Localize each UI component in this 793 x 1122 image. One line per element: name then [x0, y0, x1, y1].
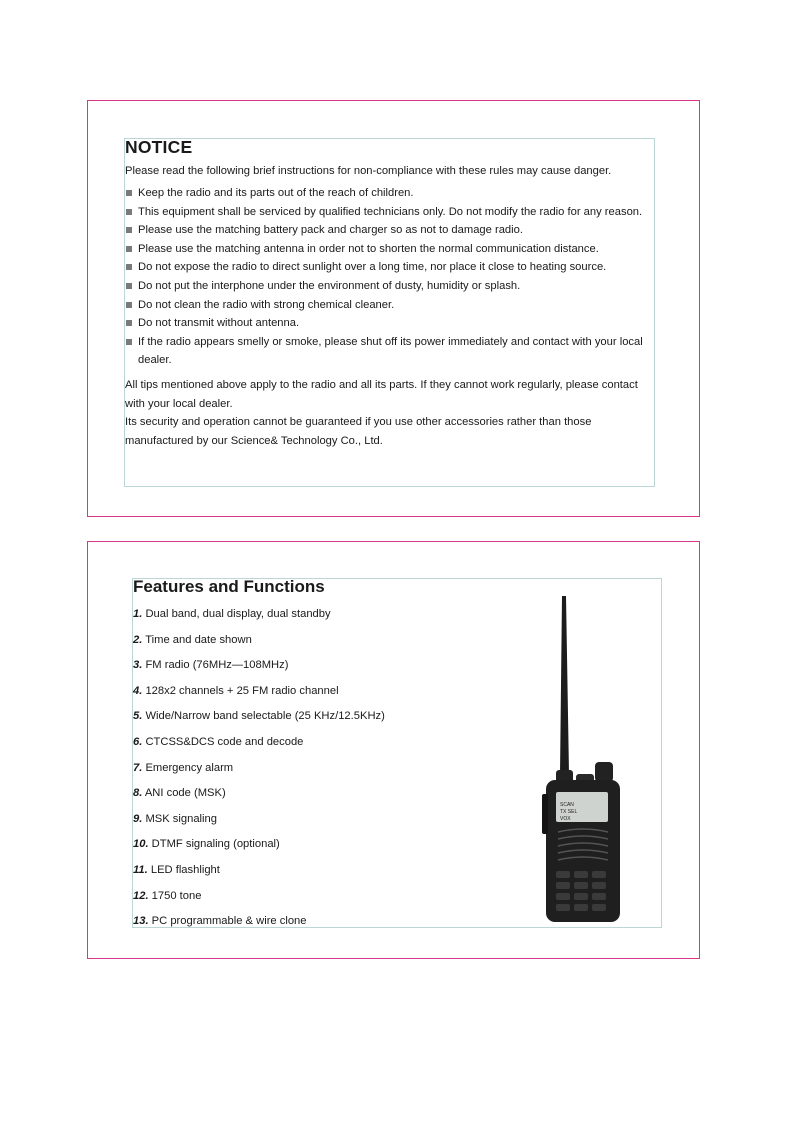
feature-item: 8. ANI code (MSK) [133, 787, 226, 800]
feature-item: 11. LED flashlight [133, 863, 220, 876]
rule-item: Do not put the interphone under the environment of dusty, humidity or splash. [125, 277, 653, 296]
feature-item: 7. Emergency alarm [133, 761, 234, 774]
volume-knob-icon [595, 762, 613, 782]
display-line-3: VOX [560, 816, 571, 822]
square-bullet-icon [126, 264, 132, 270]
feature-item: 10. DTMF signaling (optional) [133, 838, 280, 851]
features-list [133, 605, 385, 938]
rule-item: Please use the matching battery pack and charger so as not to damage radio. [125, 221, 653, 240]
notice-paragraph-tips: All tips mentioned above apply to the radio and all its parts. If they cannot work regularly, please contact with your local dealer. [125, 379, 638, 410]
feature-item: 4. 128x2 channels + 25 FM radio channel [133, 684, 339, 697]
notice-title: NOTICE [125, 137, 193, 157]
feature-item: 6. CTCSS&DCS code and decode [133, 735, 304, 748]
rule-item: Do not expose the radio to direct sunlight over a long time, nor place it close to heating source. [125, 258, 653, 277]
square-bullet-icon [126, 190, 132, 196]
features-title: Features and Functions [133, 577, 325, 596]
square-bullet-icon [126, 227, 132, 233]
square-bullet-icon [126, 246, 132, 252]
notice-intro: Please read the following brief instructions for non-compliance with these rules may cause danger. [125, 165, 612, 177]
square-bullet-icon [126, 302, 132, 308]
rule-item: Do not transmit without antenna. [125, 314, 653, 333]
rule-item: Keep the radio and its parts out of the reach of children. [125, 184, 653, 203]
feature-item: 3. FM radio (76MHz—108MHz) [133, 659, 289, 672]
feature-item: 9. MSK signaling [133, 812, 217, 825]
rule-item: If the radio appears smelly or smoke, please shut off its power immediately and contact with your local dealer. [125, 333, 653, 370]
feature-item: 12. 1750 tone [133, 889, 202, 902]
rule-item: This equipment shall be serviced by qualified technicians only. Do not modify the radio for any reason. [125, 203, 653, 222]
walkie-talkie-image [540, 594, 624, 924]
square-bullet-icon [126, 283, 132, 289]
square-bullet-icon [126, 209, 132, 215]
display-line-2: TX SEL [560, 809, 578, 815]
feature-item: 2. Time and date shown [133, 633, 252, 646]
feature-item: 5. Wide/Narrow band selectable (25 KHz/12.5KHz) [133, 710, 385, 723]
notice-paragraph-accessories: Its security and operation cannot be guaranteed if you use other accessories rather than those manufactured by our Science& Technology Co., Ltd. [125, 416, 592, 447]
antenna [560, 596, 569, 774]
ptt-button [542, 794, 548, 834]
square-bullet-icon [126, 320, 132, 326]
rule-item: Do not clean the radio with strong chemical cleaner. [125, 296, 653, 315]
square-bullet-icon [126, 339, 132, 345]
notice-rules-list [125, 184, 653, 370]
rule-item: Please use the matching antenna in order not to shorten the normal communication distance. [125, 240, 653, 259]
feature-item: 13. PC programmable & wire clone [133, 915, 307, 928]
display-line-1: SCAN [560, 802, 574, 808]
feature-item: 1. Dual band, dual display, dual standby [133, 608, 331, 620]
